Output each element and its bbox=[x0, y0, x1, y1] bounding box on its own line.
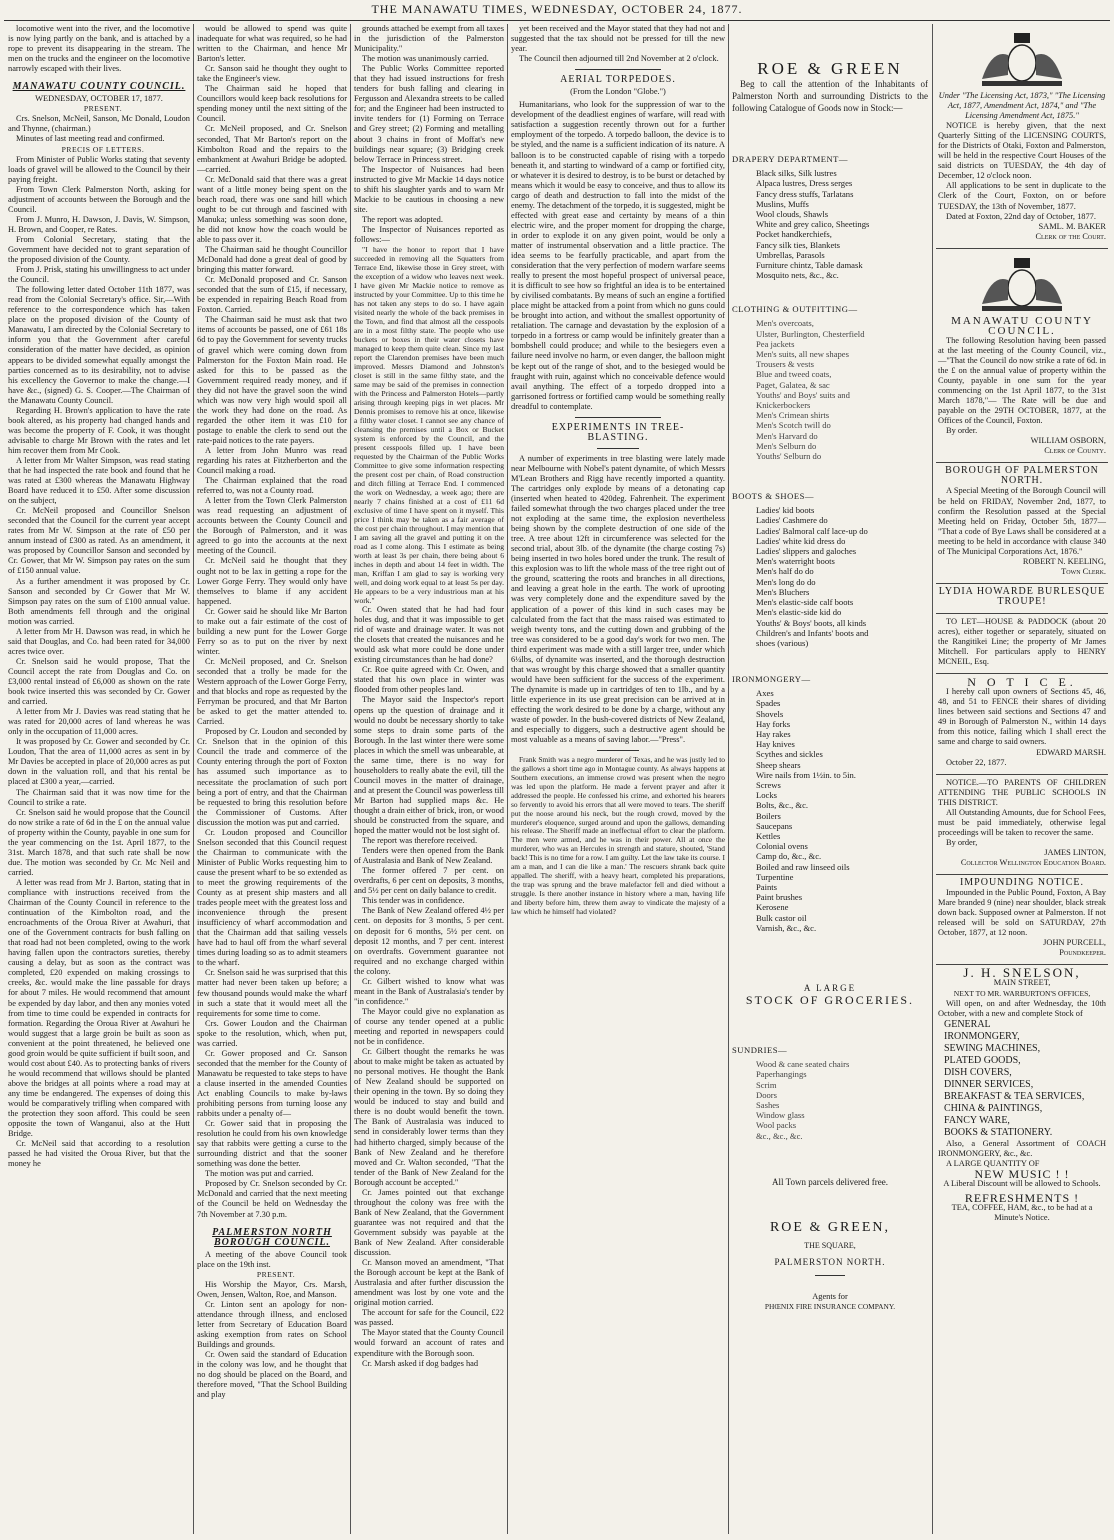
snelson-street: MAIN STREET, bbox=[993, 978, 1051, 988]
column-divider bbox=[350, 24, 351, 1534]
boots-item: Men's elastic-side calf boots bbox=[756, 597, 854, 608]
ironmongery-item: Hay rakes bbox=[756, 728, 791, 739]
boots-item: Youths' & Boys' boots, all kinds bbox=[756, 617, 867, 628]
column-1 bbox=[8, 24, 190, 1534]
paragraph: By order, bbox=[946, 837, 978, 847]
paragraph: Will open, on and after Wednesday, the 10th October, with a new and complete Stock of bbox=[938, 998, 1106, 1018]
snelson-item: CHINA & PAINTINGS, bbox=[944, 1102, 1043, 1114]
present-label: PRESENT. bbox=[83, 104, 123, 114]
drapery-item: Furniture chintz, Table damask bbox=[756, 259, 863, 270]
boots-item: Ladies' white kid dress do bbox=[756, 535, 846, 546]
roe-green-footer-title: ROE & GREEN, bbox=[769, 1219, 891, 1235]
ironmongery-item: Varnish, &c., &c. bbox=[756, 922, 817, 933]
lydia-howarde-notice bbox=[936, 584, 1108, 614]
drapery-item: Pocket handkerchiefs, bbox=[756, 229, 832, 240]
paragraph: grounds attached be exempt from all taxes in the jurisdiction of the Palmerston Municipality." bbox=[354, 24, 504, 54]
paragraph: A letter from the Town Clerk Palmerston was read requesting an adjustment of accounts between the County Council and the Borough of Palmerston, and it was agreed to go into the accounts at the next meeting of the Council. bbox=[197, 496, 347, 556]
clothing-item: Youths' Selburn do bbox=[756, 451, 822, 462]
paragraph: The Chairman said he hoped that Councillors would keep back resolutions for spending money until the next sitting of the Council. bbox=[197, 84, 347, 124]
clothing-item: Knickerbockers bbox=[756, 400, 811, 410]
paragraph: The Mayor stated that the County Council would forward an account of rates and expenditure with the Borough soon. bbox=[354, 1328, 504, 1358]
boots-item: Ladies' kid boots bbox=[756, 505, 815, 516]
clothing-item: Men's suits, all new shapes bbox=[756, 348, 849, 359]
paragraph: TEA, COFFEE, HAM, &c., to be had at a Minute's Notice. bbox=[951, 1202, 1093, 1222]
snelson-items bbox=[938, 1019, 1106, 1139]
drapery-item: Mosquito nets, &c., &c. bbox=[756, 270, 839, 281]
ironmongery-item: Locks bbox=[756, 790, 778, 801]
clothing-item: Men's Harvard do bbox=[756, 430, 818, 441]
boots-item: Ladies' Balmoral calf lace-up do bbox=[756, 525, 868, 536]
paragraph: Tenders were then opened from the Bank of Australasia and Bank of New Zealand. bbox=[354, 846, 504, 866]
section-rule bbox=[575, 417, 661, 418]
paragraph: Cr. Owen said the standard of Education in the colony was low, and he thought that no dog should be placed on the Board, and therefore moved, "That the School Building and play bbox=[197, 1350, 347, 1400]
paragraph: A letter from John Munro was read regarding his rates at Fitzherberton and the Council making a road. bbox=[197, 445, 347, 476]
paragraph: Cr. McNeil proposed, and Cr. Snelson seconded that a trolly be made for the Western approach of the Lower Gorge Ferry, and that blocks and rope as requested by the Ferryman be procured, and that Mr Barton be asked to get the matter attended to. Carried. bbox=[197, 656, 347, 727]
paragraph: Humanitarians, who look for the suppression of war to the development of the deadliest engines of warfare, will read with satisfaction a suggestion recently thrown out for a further employment of the torpedo. A torpedo balloon, the device is to be styled, and the name is a sufficient indication of its nature. A balloon is to be constructed capable of rising with a torpedo beneath it, and starting to windward of a camp or fortified city, or whatever it is desired to destroy, is to be burst or detached by means which it would be easy to conceive, and thus to allow its cargo of death and destruction to fall into the midst of the enemy. The detachment of the torpedo, it is suggested, might be effected with great ease and certainty by means of a thin electric wire, and the proper moment for dropping the charge, in order to explode it on any given point, would be only a matter of instrumental observation and a little practice. The idea seems to be fearfully practicable, and apart from the consideration that the very perfection of modern warfare seems really to present the most hopeful prospect of universal peace, it is difficult to see how so frightful an idea is to be entertained by civilised combatants. By means of such an engine a fortified place might be attacked from a point from which no guns could be brought into action, and without the smallest opportunity of retaliation. The carnage and devastation by the explosion of a torpedo in a fortress or camp would be infinitely greater than a bombshell could produce; and while to the besiegers even a failure need involve no harm, or even danger, the balloon might be kept out of the range of shot, and to the besieged would be fraught with ruin, against which no conceivable defence would avail anything. The effect of a torpedo dropped into a garrisoned fortress or fortified camp would be something really dreadful to contemplate. bbox=[511, 100, 725, 411]
intro-paragraph: locomotive went into the river, and the locomotive is now lying partly on the bank, and is attached by a rope to prevent its disappearing in the stream. The men on the trucks and the engineer on the locomotive narrowly escaped with their lives. bbox=[8, 24, 190, 74]
paragraph: Cr. Sanson said he thought they ought to take the Engineer's view. bbox=[197, 64, 347, 84]
paragraph: From J. Prisk, stating his unwillingness to act under the Council. bbox=[8, 265, 190, 285]
drapery-list bbox=[732, 168, 928, 280]
ironmongery-item: Wire nails from 1½in. to 5in. bbox=[756, 769, 856, 780]
ironmongery-item: Bulk castor oil bbox=[756, 912, 807, 923]
snelson-item: BOOKS & STATIONERY. bbox=[944, 1126, 1053, 1138]
paragraph: From Colonial Secretary, stating that the Government have decided not to grant separation of the proposed division of the County. bbox=[8, 234, 190, 265]
paragraph: It was proposed by Cr. Gower and seconded by Cr. Loudon, That the area of 11,000 acres as sent in by Mr Davies be accepted in place of 20,000 acres as put down in the valuation roll, and that his rental be placed at £300 a year,—carried. bbox=[8, 737, 190, 787]
boots-item: shoes (various) bbox=[756, 637, 809, 648]
paragraph: Cr. Snelson said he would propose that the Council do now strike a rate of 6d in the £ on the annual value of property within the County, payable in one sum for the year commencing on the 1st. April 1877, to the 31st. March 1878, and that such rate shall be now due. The motion was seconded by Cr. Mc Neil and carried. bbox=[8, 807, 190, 877]
ironmongery-label: IRONMONGERY— bbox=[732, 674, 811, 685]
paragraph: A Liberal Discount will be allowed to Schools. bbox=[943, 1178, 1101, 1188]
sundries-item: Doors bbox=[756, 1089, 778, 1100]
sundries-item: Window glass bbox=[756, 1110, 805, 1121]
borough-council-heading: PALMERSTON NORTH BOROUGH COUNCIL. bbox=[212, 1226, 332, 1248]
paragraph: The following Resolution having been passed at the last meeting of the County Council, viz.,—"That the Council do now strike a rate of 6d. in the £ on the annual value of property within the County, payable in one sum for the year commencing on the 1st April 1877, to the 31st March 1878,"— The Rate will be due and payable on the 29TH OCTOBER, 1877, at the Offices of the Council, Foxton. bbox=[938, 335, 1106, 426]
sundries-item: Wood & cane seated chairs bbox=[756, 1059, 850, 1070]
precis-label: PRECIS OF LETTERS. bbox=[61, 144, 145, 154]
licensing-notice bbox=[936, 24, 1108, 249]
royal-coat-of-arms-icon bbox=[962, 254, 1082, 314]
signature: JAMES LINTON, bbox=[1044, 847, 1106, 857]
column-divider bbox=[193, 24, 194, 1534]
section-rule bbox=[815, 1275, 844, 1276]
clothing-item: Trousers & vests bbox=[756, 359, 814, 370]
licensing-acts: Under "The Licensing Act, 1873," "The Licensing Act, 1877, Amendment Act, 1874," and "The Licensing Amendment Act, 1875." bbox=[938, 91, 1106, 121]
paragraph: All applications to be sent in duplicate to the Clerk of the Court, Foxton, on or before TUESDAY, the 13th of November, 1877. bbox=[938, 181, 1106, 211]
borough-notice bbox=[936, 463, 1108, 584]
paragraph: The motion was unanimously carried. bbox=[362, 54, 489, 64]
column-divider bbox=[932, 24, 933, 1534]
clothing-item: Youths' and Boys' suits and bbox=[756, 389, 850, 400]
boots-item: Men's Bluchers bbox=[756, 586, 810, 597]
clothing-item: Ulster, Burlington, Chesterfield bbox=[756, 328, 865, 339]
signature: JOHN PURCELL, bbox=[1043, 938, 1106, 948]
ironmongery-item: Bolts, &c., &c. bbox=[756, 800, 809, 811]
paragraph: Cr. McDonald proposed and Cr. Sanson seconded that the sum of £15, if necessary, be expended in repairing Beach Road from Foxton. Carried. bbox=[197, 275, 347, 315]
ironmongery-item: Kettles bbox=[756, 831, 781, 841]
ironmongery-item: Colonial ovens bbox=[756, 841, 808, 852]
paragraph: His Worship the Mayor, Crs. Marsh, Owen, Jensen, Walton, Roe, and Manson. bbox=[197, 1279, 347, 1299]
roe-green-intro: Beg to call the attention of the Inhabitants of Palmerston North and surrounding Districts to the following Catalogue of Goods now in Stock:— bbox=[732, 79, 928, 114]
ironmongery-item: Paint brushes bbox=[756, 892, 803, 903]
paragraph: A letter from Mr Walter Simpson, was read stating that he had inspected the rate book and found that he was rated at £300 whereas the Manawatu Highway Board have reduced it to £50. After some discussion on the subject, bbox=[8, 455, 190, 506]
clothing-item: Men's Scotch twill do bbox=[756, 420, 831, 431]
snelson-title: J. H. SNELSON, bbox=[963, 965, 1081, 981]
masthead-rule bbox=[4, 20, 1110, 21]
signature: SAML. M. BAKER bbox=[1038, 221, 1106, 231]
paragraph: Cr. Gower proposed and Cr. Sanson seconded that the member for the County of Manawatu be requested to take steps to have a clause inserted in the amended Counties Act enabling Councils to make by-laws prohibiting persons from turning loose any rabbits under a penalty of— bbox=[197, 1048, 347, 1119]
paragraph: The Inspector of Nuisances had been instructed to give Mr Mackie 14 days notice to shift his slaughter yards and to warn Mr Mackie to be cautious in choosing a new site. bbox=[354, 164, 504, 214]
snelson-item: DISH COVERS, bbox=[944, 1066, 1012, 1078]
paragraph: Cr. Gower said he should like Mr Barton to make out a fair estimate of the cost of building a new punt for the Lower Gorge Ferry so as to put on the river by next winter. bbox=[197, 606, 347, 656]
drapery-item: White and grey calico, Sheetings bbox=[756, 219, 870, 230]
to-let-notice bbox=[936, 614, 1108, 674]
lydia-title: LYDIA HOWARDE BURLESQUE TROUPE! bbox=[938, 585, 1106, 607]
ironmongery-item: Turpentine bbox=[756, 871, 794, 882]
clothing-item: Men's overcoats, bbox=[756, 318, 814, 329]
ironmongery-item: Hay forks bbox=[756, 718, 791, 729]
paragraph: Dated at Foxton, 22nd day of October, 1877. bbox=[946, 211, 1096, 221]
ironmongery-item: Camp do, &c., &c. bbox=[756, 851, 822, 862]
paragraph: NOTICE.—TO PARENTS OF CHILDREN ATTENDING THE PUBLIC SCHOOLS IN THIS DISTRICT. bbox=[938, 777, 1106, 807]
ironmongery-item: Paints bbox=[756, 882, 778, 893]
boots-label: BOOTS & SHOES— bbox=[732, 491, 814, 502]
paragraph: Cr. Gilbert wished to know what was meant in the Bank of Australasia's tender by "in confidence." bbox=[354, 976, 504, 1006]
paragraph: Proposed by Cr. Loudon and seconded by Cr. Snelson that in the opinion of this Council the trade and commerce of the County entering through the port of Foxton has assumed such importance as to necessitate the proclamation of such port being a port of entry, and that the Chairman be requested to bring this resolution before the Commissioner of Customs. After discussion the motion was put and carried. bbox=[197, 727, 347, 827]
column-2 bbox=[197, 24, 347, 1534]
borough-title: BOROUGH OF PALMERSTON NORTH. bbox=[945, 465, 1099, 487]
clothing-list bbox=[732, 318, 928, 461]
paragraph: The report was adopted. bbox=[362, 214, 443, 224]
dateline: WEDNESDAY, OCTOBER 17, 1877. bbox=[35, 94, 163, 104]
refreshments: REFRESHMENTS ! bbox=[964, 1190, 1080, 1205]
paragraph: Cr. Gower said that in proposing the resolution he could from his own knowledge say that rabbits were getting a curse to the surrounding district and that the sooner something was done the better. bbox=[197, 1119, 347, 1169]
paragraph: The Mayor said the Inspector's report opens up the question of drainage and it would no doubt be necessary shortly to take some steps to drain some parts of the Borough. In the last winter there were some places in which the smell was unbearable, at the same time, there is no way for householders to really abate the evil, till the Council moves in the matter of drainage, and at present the Council was powerless till Mr Barton had supplied maps &c. He thought a drain either of brick, iron, or wood should be constructed from the square, and hoped the matter would not be lost sight of. bbox=[354, 695, 504, 836]
drapery-item: Fancy silk ties, Blankets bbox=[756, 239, 841, 250]
paragraph: Crs. Snelson, McNeil, Sanson, Mc Donald, Loudon and Thynne, (chairman.) bbox=[8, 114, 190, 134]
notice-date: October 22, 1877. bbox=[946, 757, 1007, 767]
drapery-item: Fancy dress stuffs, Tarlatans bbox=[756, 188, 854, 199]
paragraph: Cr. Manson moved an amendment, "That the Borough account be kept at the Bank of Australasia and after further discussion the amendment was lost by one vote and the original motion carried. bbox=[354, 1258, 504, 1308]
clothing-item: Pea jackets bbox=[756, 338, 795, 349]
ironmongery-item: Boiled and raw linseed oils bbox=[756, 861, 850, 872]
paragraph: From Town Clerk Palmerston North, asking for adjustment of accounts between the Borough and the Council. bbox=[8, 184, 190, 214]
column-3 bbox=[354, 24, 504, 1534]
county-council-heading: MANAWATU COUNTY COUNCIL. bbox=[12, 81, 186, 93]
paragraph: The account for safe for the Council, £22 was passed. bbox=[354, 1308, 504, 1328]
paragraph: Regarding H. Brown's application to have the rate book altered, as his property had changed hands and was become the property of F. Cook, it was thought advisable to charge Mr Brown with the rates and let him recover them from Mr Cook. bbox=[8, 405, 190, 455]
roe-green-title: ROE & GREEN bbox=[757, 59, 903, 78]
paragraph: From Minister of Public Works stating that seventy loads of gravel will be allowed to the Council by their paying freight. bbox=[8, 154, 190, 184]
paragraph: A LARGE QUANTITY OF bbox=[946, 1158, 1040, 1168]
paragraph: Cr. McNeil proposed and Councillor Snelson seconded that the Council for the current year accept rates from Mr W. Simpson at the rate of £50 per annum instead of £300 as rated. As an amendment, it was proposed by Councillor Sanson and seconded by Cr. Gower, that Mr W. Simpson pay rates on the sum of £150 annual value. bbox=[8, 506, 190, 576]
aerial-torpedoes-heading: AERIAL TORPEDOES. bbox=[560, 74, 676, 86]
groceries-heading: STOCK OF GROCERIES. bbox=[745, 993, 915, 1008]
sundries-item: Wool packs bbox=[756, 1120, 797, 1131]
paragraph: The Inspector of Nuisances reported as follows:— bbox=[354, 224, 504, 244]
paragraph: A letter was read from Mr J. Barton, stating that in compliance with instructions received from the Chairman of the County Council in reference to the continuation of the Kimbolton road, and the encroachments of the Oroua River at Awahuri, that one of the Government contracts for bush falling on that road had not been completed, owing to the work having fallen upon the contractors sureties, thereby causing a delay, but as soon as the contract was completed, £20 expended on making crossings to creeks, &c. would make the line passable for drays for about 7 miles. He would recommend that amount be expended by day labor, and then any monies voted from time to time could be expended in contracts for formation. Regarding the Oroua River at Awahuri he would suggest that a large groin be built as soon as convenient at the point threatened, he believed one good groin would be quite sufficient if built soon, and would cost about £40. As to protecting banks of rivers he would recommend that willows should be planted above the bridges at all points where a road may at any time be endangered. The expenses of doing this would be comparatively trifling when compared with the protection they soon afford. This could be seen opposite the town of Wanganui, also at the Hutt Bridge. bbox=[8, 877, 190, 1139]
sundries-item: Scrim bbox=[756, 1079, 777, 1090]
clothing-item: Blue and tweed coats, bbox=[756, 369, 832, 380]
paragraph: Cr. McNeil said that according to a resolution passed he had visited the Oroua River, but that the money he bbox=[8, 1139, 190, 1169]
paragraph: By order. bbox=[946, 426, 978, 436]
paragraph: The Chairman said that it was now time for the Council to strike a rate. bbox=[8, 787, 190, 807]
paragraph: The motion was put and carried. bbox=[205, 1169, 314, 1179]
address-line: PALMERSTON NORTH. bbox=[774, 1256, 886, 1267]
agents-company: PHŒNIX FIRE INSURANCE COMPANY. bbox=[764, 1302, 896, 1312]
column-4 bbox=[511, 24, 725, 1534]
royal-coat-of-arms-icon bbox=[962, 29, 1082, 89]
snelson-item: PLATED GOODS, bbox=[944, 1054, 1021, 1066]
source-line: (From the London "Globe.") bbox=[570, 87, 666, 97]
paragraph: yet been received and the Mayor stated that they had not and suggested that the tax should not be pressed for till the new year. bbox=[511, 24, 725, 54]
new-music: NEW MUSIC ! ! bbox=[974, 1166, 1070, 1181]
paragraph: NOTICE is hereby given, that the next Quarterly Sitting of the LICENSING COURTS, for the Districts of Otaki, Foxton and Palmerston, will be held in the respective Court Houses of the said districts on TUESDAY, the 4th day of December, 12 o'clock noon. bbox=[938, 121, 1106, 181]
drapery-item: Black silks, Silk lustres bbox=[756, 168, 837, 179]
paragraph: From J. Munro, H. Dawson, J. Davis, W. Simpson, H. Brown, and Cooper, re Rates. bbox=[8, 214, 190, 234]
inspector-report: "I have the honor to report that I have succeeded in removing all the Squatters from Terrace End, likewise those in Grey street, with the exception of a widow who leaves next week. I have given Mr Mackie notice to remove as instructed by your Committee. Up to this time he has not taken any steps to do so. I have again visited nearly the whole of the back premises in the Town, and find that almost all the cesspools are in a most filthy state. The people who use buckets or boxes in their water closets have managed to keep them quite clean. Since my last report the Clarendon premises have been much improved. Messrs Diamond and Johnston's closet is still in the same filthy state, and the same may be said of the premises in connection with the Princess and Palmerston Hotels—partly arising through keeping pigs in wet places. Mr Dennis promises to remove his at once, likewise a filthy water closet. I cannot see any chance of cleansing the premises until a Box or Bucket system is enforced by the Council, and the present cesspools filled up. I have been requested by the Chairman of the Public Works Committee to give some information respecting the present cost per chain, of Road construction and ditch filling at Terrace End. I commenced the work on Wednesday, a week ago; there are nearly 7 chains finished at a cost of £11 6d exclusive of time I have spent on it myself. This price I think may be taken as a fair average of the cost per chain throughout. I may mention that I am saving all the gravel and putting it on the road as I come along. This I estimate as being worth at least 3s per chain, there being about 6 inches in depth and about 14 feet in width. The man, Kriffan I am glad to say is working very well, and doing work equal to at least 5s per day. He appears to be a very industrious man at his work." bbox=[354, 245, 504, 606]
drapery-item: Umbrellas, Parasols bbox=[756, 249, 825, 260]
clothing-item: Paget, Galatea, & sac bbox=[756, 379, 830, 390]
paragraph: A number of experiments in tree blasting were lately made near Melbourne with Nobel's patent dynamite, of which Messrs M'Lean Brothers and Rigg have recently imported a quantity. The cartridges only explode by means of a detonating cap (inserted when heated to 420deg. Fahrenheit. The experiment failed somewhat through the two charges placed under the tree not exploding at the same time, the explosion nevertheless being shown by the complete destruction of one side of the tree. A tree about 12ft in circumference was selected for the second trial, about 3lb. of the dynamite (the charge costing 7s) being inserted in two holes bored under the trunk. The result of this explosion was to lift the whole mass of the tree right out of the ground, scattering the roots and branches in all directions, and leaving a great hole in the earth. The work of uprooting was very completely done and the expenditure saved by the application of a power of this kind in such cases may be calculated from the fact that the mass raised was estimated to weigh twenty tons, and the cutting down and grubbing of the tree was considered to be a good day's work for two men. The third experiment was made with a still larger tree, under which 6¼lbs, of dynamite was inserted, and the thorough destruction that was wrought by this charge showed that a smaller quantity would have been sufficient for the success of the experiment. The dynamite is made up in cartridges of ten to 1lb., and by a little experience in its use great precision can be arrived at in effecting the work desired to be done by a charge, without any waste of powder. In the bush-covered districts of New Zealand, and especially to diggers, such a destructive agent should be most valuable as a means of saving labor.—"Press". bbox=[511, 453, 725, 745]
parcels-notice: All Town parcels delivered free. bbox=[772, 1176, 888, 1187]
paragraph: Cr. Linton sent an apology for non-attendance through illness, and enclosed letter from Secretary of Education Board asking exemption from rates on School Buildings and grounds. bbox=[197, 1299, 347, 1350]
paragraph: Cr. Snelson said he was surprised that this matter had never been taken up before; a few thousand pounds would make the wharf in such a state that it would meet all the requirements for some time to come. bbox=[197, 968, 347, 1018]
ironmongery-item: Shovels bbox=[756, 708, 784, 719]
signature-title: Poundkeeper. bbox=[1059, 948, 1106, 958]
paragraph: The Chairman said he must ask that two items of accounts be passed, one of £61 18s 6d to pay the Government for seventy trucks of gravel which were coming down from Palmerston for the Foxton Main road. He asked for this to be passed as the Government required ready money, and if they did not have the gravel soon the wind which was now very high would spoil all the work they had done on the road. As regarded the other item it was £10 for postage to enable the clerk to send out the rate-paid notices to the rate payers. bbox=[197, 315, 347, 445]
paragraph: Impounded in the Public Pound, Foxton, A Bay Mare branded 9 (nine) near shoulder, black streak down back. Supposed owner at Palmerston. If not released will be sold on SATURDAY, 27th October, 1877, at 12 noon. bbox=[938, 888, 1106, 938]
paragraph: Also, a General Assortment of COACH IRONMONGERY, &c., &c. bbox=[938, 1138, 1106, 1158]
ironmongery-item: Scythes and sickles bbox=[756, 749, 823, 760]
ironmongery-item: Spades bbox=[756, 698, 781, 709]
paragraph: Cr. James pointed out that exchange throughout the colony was free with the Bank of New Zealand, that the Government guarantee was not required and that the Government subsidy was payable at the Bank of New Zealand. After considerable discussion. bbox=[354, 1187, 504, 1258]
ironmongery-item: Screws bbox=[756, 779, 781, 790]
sundries-list bbox=[732, 1059, 928, 1141]
boots-item: Men's waterright boots bbox=[756, 556, 835, 567]
paragraph: The Bank of New Zealand offered 4½ per cent. on deposits for 3 months, 5 per cent. on deposit for 6 months, 5½ per cent. on deposit 12 months, and 7 per cent. interest on overdrafts. Government guarantee not required and no exchange charged within the colony. bbox=[354, 906, 504, 976]
paragraph: The Mayor could give no explanation as of course any tender opened at a public meeting and reported in newspapers could not be in confidence. bbox=[354, 1006, 504, 1047]
agents-label: Agents for bbox=[812, 1291, 848, 1301]
boots-item: Children's and Infants' boots and bbox=[756, 627, 869, 638]
paragraph: A letter from Mr H. Dawson was read, in which he said that Douglas, and Co. had been rated for 34,000 acres twice over. bbox=[8, 626, 190, 656]
ironmongery-item: Kerosene bbox=[756, 902, 789, 913]
drapery-label: DRAPERY DEPARTMENT— bbox=[732, 154, 849, 165]
signature-title: Clerk of County. bbox=[1044, 446, 1106, 456]
signature-title: Collector Wellington Education Board. bbox=[960, 858, 1106, 867]
paragraph: The Public Works Committee reported that they had issued instructions for fresh tenders for bush falling and clearing in Fergusson and Alexandra streets to be called for; and the Engineer had been instructed to invite tenders for (1) Forming on Terrace and Grey street; (2) Forming and metalling about 3 chains in front of Moffat's new buildings near square; (3) Bridging creek below Terrace in Princess street. bbox=[354, 64, 504, 164]
paragraph: Cr. McNeil proposed, and Cr. Snelson seconded, That Mr Barton's report on the Kimbolton Road and the repairs to the embankment at Awahuri Bridge be adopted.—carried. bbox=[197, 124, 347, 174]
paragraph: TO LET—HOUSE & PADDOCK (about 20 acres), either together or separately, situated on the Rangitikei Line; the property of Mr James Mitchell. For particulars apply to HENRY MCNEIL, Esq. bbox=[938, 616, 1106, 667]
notice-title: N O T I C E. bbox=[967, 675, 1077, 690]
paragraph: Cr. McNeil said he thought that they ought not to be lax in getting a rope for the Lower Gorge Ferry. They would only have themselves to blame if any accident happened. bbox=[197, 556, 347, 606]
boots-item: Ladies' slippers and galoches bbox=[756, 546, 857, 557]
county-council-title: MANAWATU COUNTY COUNCIL. bbox=[951, 314, 1093, 337]
county-council-notice bbox=[936, 249, 1108, 464]
impounding-title: IMPOUNDING NOTICE. bbox=[959, 877, 1085, 889]
sundries-item: &c., &c., &c. bbox=[756, 1130, 803, 1141]
paragraph: Crs. Gower Loudon and the Chairman spoke to the resolution, which, when put, was carried. bbox=[197, 1018, 347, 1048]
snelson-item: DINNER SERVICES, bbox=[944, 1078, 1034, 1090]
snelson-item: FANCY WARE, bbox=[944, 1114, 1010, 1126]
snelson-advertisement bbox=[936, 965, 1108, 1229]
drapery-item: Muslins, Muffs bbox=[756, 198, 809, 209]
paragraph: A letter from Mr J. Davies was read stating that he was rated for 20,000 acres of land whereas he was only in the occupation of 11,000 acres. bbox=[8, 707, 190, 737]
sundries-item: Paperhangings bbox=[756, 1069, 807, 1080]
snelson-item: GENERAL bbox=[944, 1018, 991, 1030]
snelson-item: BREAKFAST & TEA SERVICES, bbox=[944, 1090, 1085, 1102]
boots-list bbox=[732, 505, 928, 648]
address-line: THE SQUARE, bbox=[804, 1240, 856, 1250]
column-6 bbox=[936, 24, 1108, 1534]
section-rule bbox=[575, 69, 661, 70]
section-rule bbox=[597, 750, 640, 751]
paragraph: Cr. Gilbert thought the remarks he was about to make might be taken as actuated by no personal motives. He thought the Bank of New Zealand should be supported on their opening in the town. By so doing they would be induced to stay and build and there is no doubt would benefit the town. The Bank of Australasia was induced to send in considerably lower terms than they had hitherto charged, simply because of the Bank of New Zealand and he therefore moved and Cr. Walton seconded, "That the tender of the Bank of New Zealand for the Borough account be accepted." bbox=[354, 1047, 504, 1187]
parents-notice bbox=[936, 775, 1108, 875]
tree-blasting-heading: EXPERIMENTS IN TREE-BLASTING. bbox=[551, 421, 685, 443]
paragraph: Cr. Marsh asked if dog badges had bbox=[362, 1358, 479, 1368]
ironmongery-item: Axes bbox=[756, 688, 774, 699]
boots-item: Men's elastic-side kid do bbox=[756, 607, 842, 618]
ironmongery-item: Sheep shears bbox=[756, 759, 801, 770]
snelson-item: IRONMONGERY, bbox=[944, 1030, 1020, 1042]
paragraph: Cr. Roe quite agreed with Cr. Owen, and stated that his own place in winter was flooded from other peoples land. bbox=[354, 665, 504, 695]
paragraph: The former offered 7 per cent. on overdrafts, 6 per cent on deposits, 3 months, and 5½ per cent on daily balance to credit. bbox=[354, 866, 504, 896]
column-divider bbox=[728, 24, 729, 1534]
masthead: THE MANAWATU TIMES, WEDNESDAY, OCTOBER 24, 1877. bbox=[371, 2, 743, 16]
ironmongery-item: Saucepans bbox=[756, 820, 793, 831]
ironmongery-item: Hay knives bbox=[756, 739, 795, 750]
section-rule bbox=[597, 448, 640, 449]
signature: WILLIAM OSBORN, bbox=[1030, 436, 1106, 446]
paragraph: This tender was in confidence. bbox=[362, 896, 465, 906]
snelson-item: SEWING MACHINES, bbox=[944, 1042, 1041, 1054]
drapery-item: Alpaca lustres, Dress serges bbox=[756, 178, 853, 189]
paragraph: Cr. Snelson said he would propose, That the Council accept the rate from Douglas and Co. on £3,000 rental instead of £6,000 as shown on the rate book twice inserted this was seconded by Cr. Gower and carried. bbox=[8, 656, 190, 707]
present-label: PRESENT. bbox=[256, 1269, 296, 1279]
paragraph: Cr. Owen stated that he had had four holes dug, and that it was impossible to get rid of waste and drainage water. It was not the closets that created the nuisances and he would ask what more could be done under existing circumstances than he had done? bbox=[354, 605, 504, 665]
paragraph: Proposed by Cr. Snelson seconded by Cr. McDonald and carried that the next meeting of the Council be held on Wednesday the 7th November at 7.30 p.m. bbox=[197, 1179, 347, 1219]
drapery-item: Wool clouds, Shawls bbox=[756, 208, 829, 219]
boots-item: Men's half do do bbox=[756, 566, 814, 577]
paragraph: The Chairman said he thought Councillor McDonald had done a great deal of good by bringing this matter forward. bbox=[197, 245, 347, 275]
clothing-item: Men's Crimean shirts bbox=[756, 410, 830, 421]
paragraph: I hereby call upon owners of Sections 45, 46, 48, and 51 to FENCE their shares of dividing lines between said sections and Sections 47 and 49 in Borough of Palmerston N., within 14 days from this notice, failing which I shall erect the same and charge to said owners. bbox=[938, 687, 1106, 747]
paragraph: would be allowed to spend was quite inadequate for what was required, so he had written to the Chairman, and hence Mr Barton's letter. bbox=[197, 24, 347, 64]
boots-item: Men's long do do bbox=[756, 576, 816, 587]
signature: EDWARD MARSH. bbox=[1036, 747, 1106, 757]
signature: ROBERT N. KEELING, bbox=[1022, 556, 1106, 566]
paragraph: All Outstanding Amounts, due for School Fees, must be paid immediately, otherwise legal proceedings will be taken to recover the same. bbox=[938, 807, 1106, 837]
snelson-next: NEXT TO MR. WARBURTON'S OFFICES, bbox=[953, 988, 1091, 998]
clothing-label: CLOTHING & OUTFITTING— bbox=[732, 304, 858, 315]
paragraph: Cr. McDonald said that there was a great want of a little money being spent on the beach road, there was one sand hill which ought to be cut through and fascined with Manuka; unless something was soon done, he did not know how the coach would be able to pass over it. bbox=[197, 174, 347, 244]
ironmongery-list bbox=[732, 688, 928, 933]
paragraph: Minutes of last meeting read and confirmed. bbox=[16, 134, 165, 144]
sundries-label: SUNDRIES— bbox=[732, 1045, 788, 1056]
paragraph: As a further amendment it was proposed by Cr. Sanson and seconded by Cr Gower that Mr W. Simpson pay rates on the sum of £100 annual value. Both amendments fell through and the original motion was carried. bbox=[8, 576, 190, 626]
paragraph: Frank Smith was a negro murderer of Texas, and he was justly led to the gallows a short time ago in Montague county. As always happens at Southern executions, an immense crowd was present when the negro was led upon the platform. He made a fervent prayer and after it addressed the people. He confessed his crime, and exhorted his hearers so fervently to avoid his errors that all were moved to tears. The sheriff put the noose around his neck, but the rough crowd, moved by the murderer's eloquence, surged around and upon the gallows, demanding his release. The Sheriff made an ineffectual effort to clear the platform. The men were armed, and he was in their power. All at once the murderer, who was an Hercules in strength and stature, shouted, 'Stand back! This is no time for a row. I am guilty. Let the law take its course. I am a man, and I can die like a man.' The rescuers shrank back quite appalled. The sheriff, with a heavy heart, completed his preparations, the trap was sprung and the brave malefactor fell and died without a struggle. Is there another instance in history where a man, having life and liberty before him, threw them away to vindicate the majesty of a law which he himself had violated? bbox=[511, 755, 725, 916]
column-divider bbox=[507, 24, 508, 1534]
paragraph: The Council then adjourned till 2nd November at 2 o'clock. bbox=[519, 54, 719, 64]
paragraph: The following letter dated October 11th 1877, was read from the Colonial Secretary's office. Sir,—With reference to the correspondence which has taken place on the proposed division of the County of Manawatu, I am directed by the Colonial Secretary to inform you that the Government after careful consideration of the matter have decided, as opinion appears to be divided somewhat equally amongst the parties concerned as to its desirability, not to advise his excellency the Governor to make the change.—I have &c., (signed) G. S. Cooper.—The Chairman of the Manawatu County Council. bbox=[8, 285, 190, 405]
paragraph: The report was therefore received. bbox=[362, 836, 478, 846]
paragraph: The Chairman explained that the road referred to, was not a County road. bbox=[197, 476, 347, 496]
large-label: A LARGE bbox=[803, 983, 857, 994]
paragraph: Cr. Loudon proposed and Councillor Snelson seconded that this Council request the Chairman to communicate with the Minister of Public Works requesting him to cause the present wharf to be so extended as to meet the growing requirements of the County as at present ship masters and all trades people meet with the greatest loss and inconvenience through the present insufficiency of wharf accommodation and that the Chairman add that sailing vessels have had to haul off from the wharf several times during loading so as to admit steamers to the wharf. bbox=[197, 827, 347, 968]
ironmongery-item: Boilers bbox=[756, 810, 781, 821]
fencing-notice bbox=[936, 674, 1108, 774]
boots-item: Ladies' Cashmere do bbox=[756, 515, 828, 526]
clothing-item: Men's Selburn do bbox=[756, 440, 817, 451]
signature-title: Town Clerk. bbox=[1061, 566, 1106, 576]
signature-title: Clerk of the Court. bbox=[1035, 231, 1106, 241]
column-5 bbox=[732, 24, 928, 1534]
paragraph: A meeting of the above Council took place on the 19th inst. bbox=[197, 1249, 347, 1269]
impounding-notice bbox=[936, 875, 1108, 965]
sundries-item: Sashes bbox=[756, 1099, 780, 1110]
paragraph: A Special Meeting of the Borough Council will be held on FRIDAY, November 2nd, 1877, to confirm the Resolution passed at the Special Meeting held on Friday, October 5th, 1877— "That a code of Bye Laws shall be considered at a meeting to be held in accordance with clause 340 of The Municipal Corporations Act, 1876." bbox=[938, 486, 1106, 556]
